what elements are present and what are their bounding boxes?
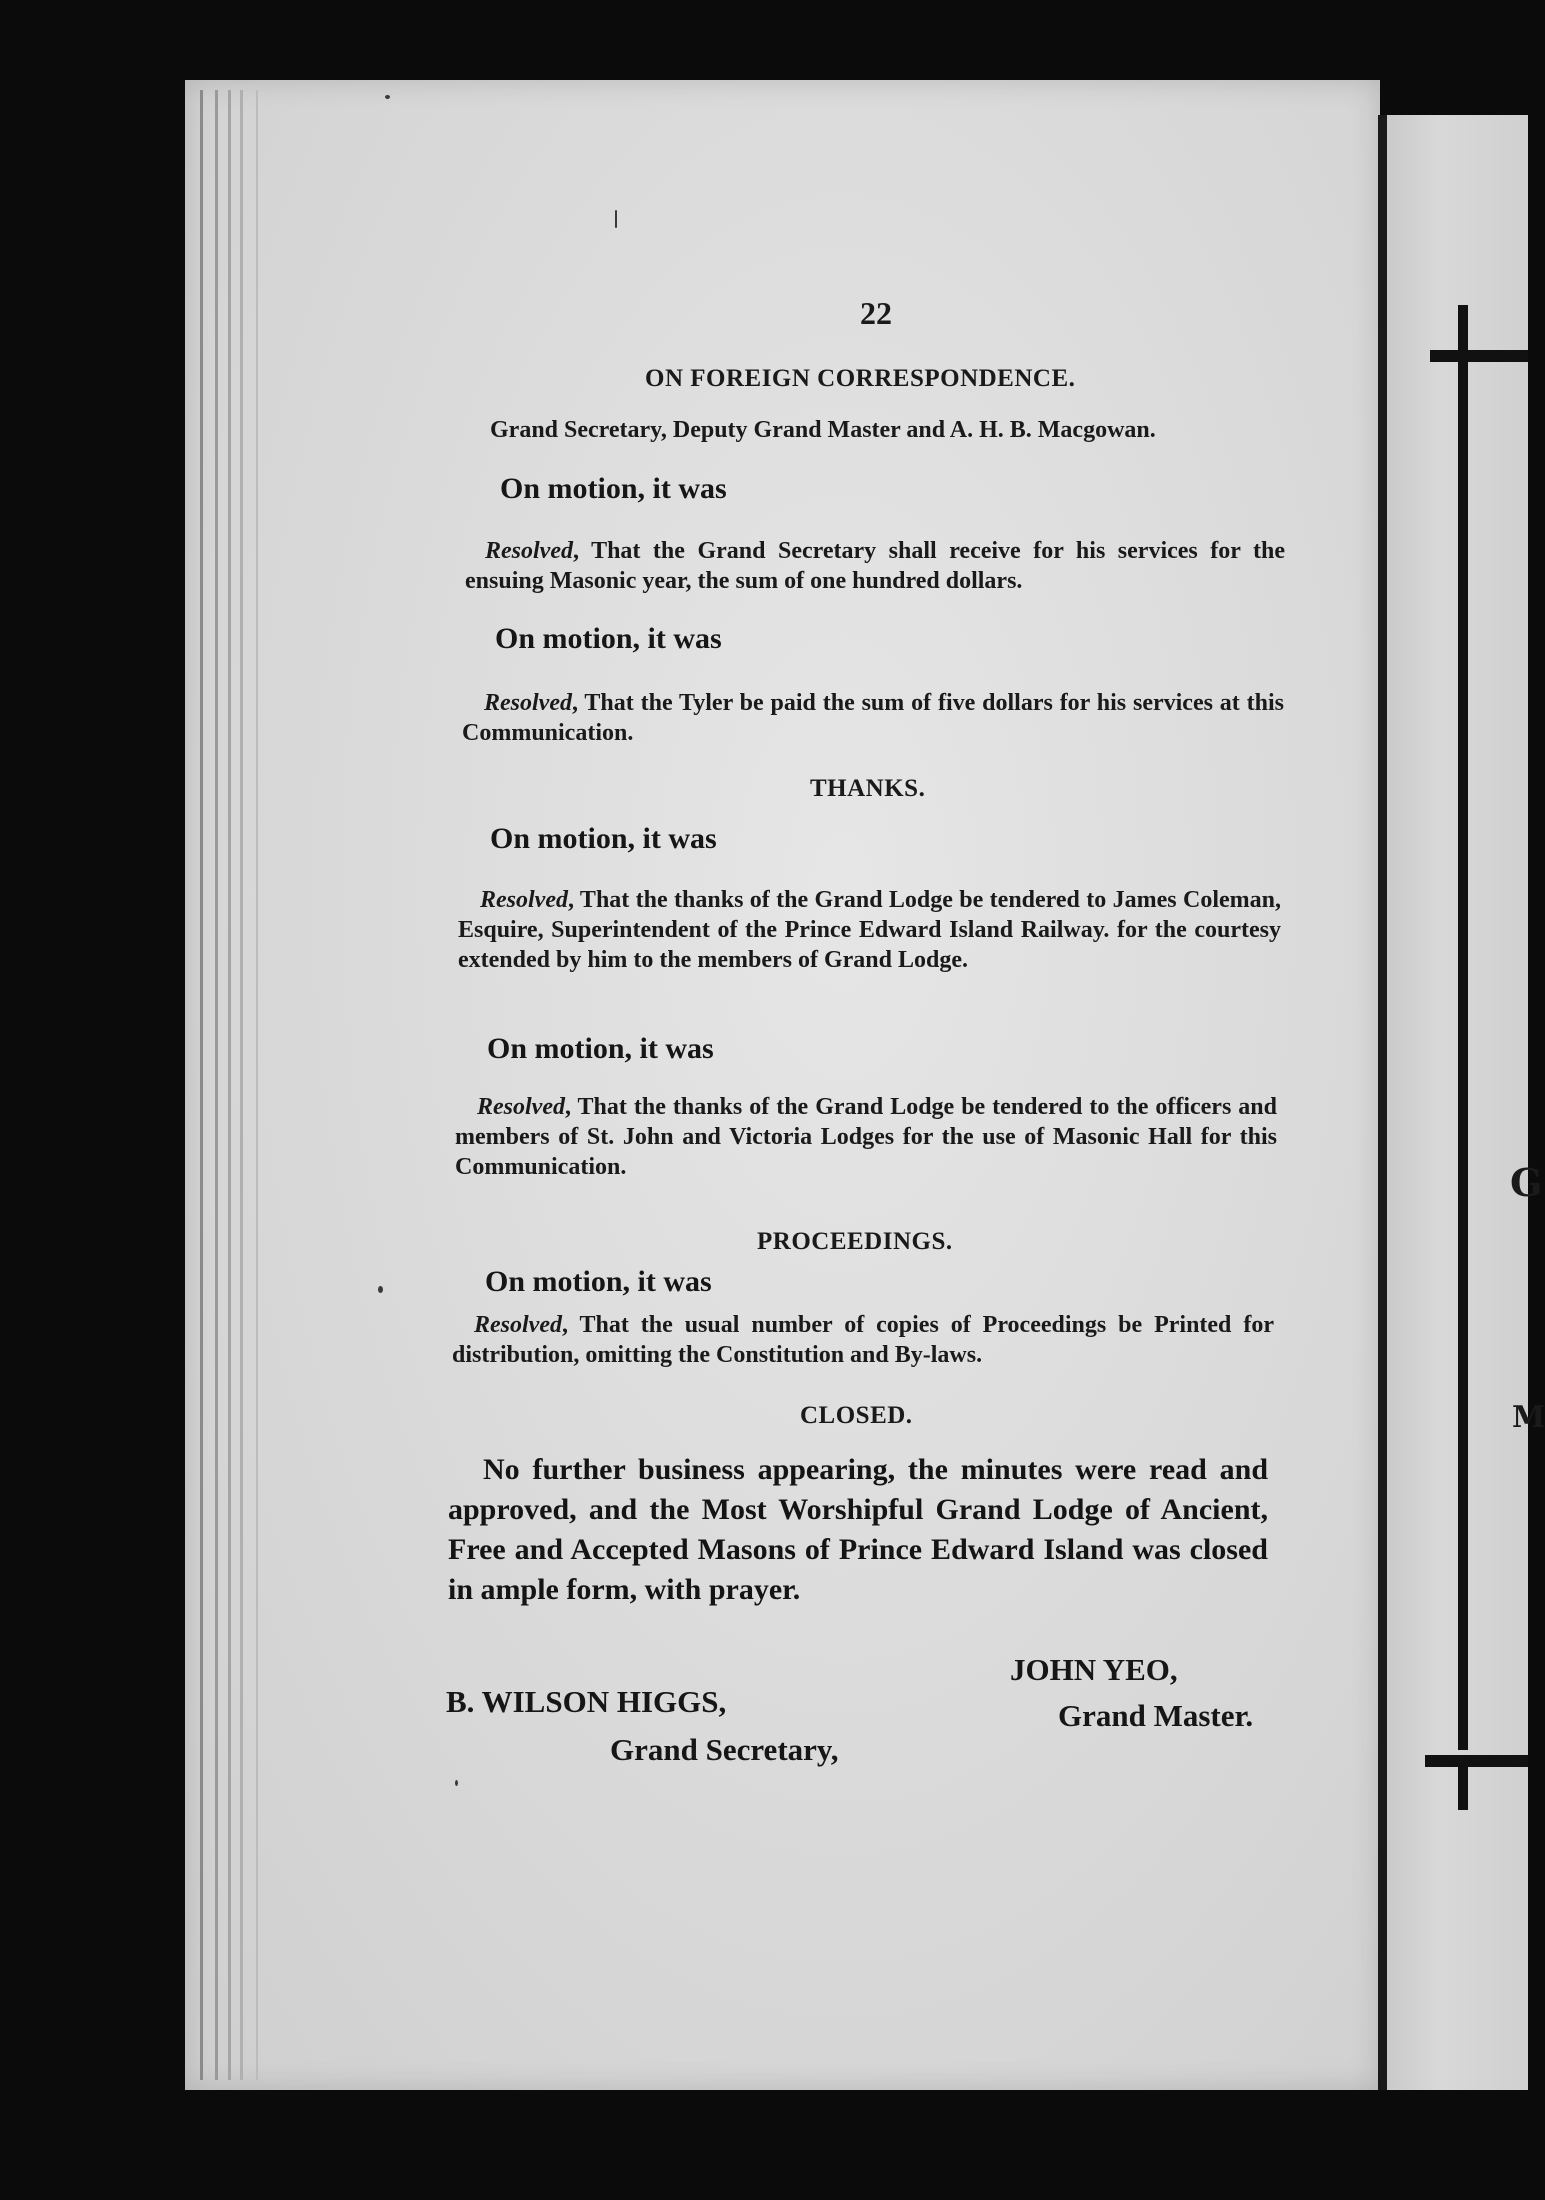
- resolved-label: Resolved: [480, 887, 568, 913]
- closing-paragraph: No further business appearing, the minutes were read and approved, and the Most Worshipful Grand Lodge of Ancient, Free and Accepted Masons of Prince Edward Island was closed in ample form, with prayer.: [448, 1453, 1268, 1606]
- resolution-text: , That the thanks of the Grand Lodge be tendered to the officers and members of St. John and Victoria Lodges for the use of Masonic Hall for this Communication.: [455, 1094, 1277, 1180]
- resolution-thanks-lodges: [455, 1092, 1277, 1182]
- resolution-text: , That the Tyler be paid the sum of five dollars for his services at this Communication.: [462, 690, 1284, 746]
- page-number: 22: [860, 295, 892, 331]
- resolved-label: Resolved: [485, 538, 573, 564]
- scan-speck: [385, 95, 390, 99]
- resolved-label: Resolved: [474, 1312, 562, 1338]
- motion-heading: On motion, it was: [485, 1265, 712, 1298]
- facing-page-border: [1458, 350, 1468, 1750]
- scan-speck: [378, 1286, 383, 1293]
- facing-page-rule: [1458, 305, 1468, 355]
- heading-foreign-correspondence: ON FOREIGN CORRESPONDENCE.: [645, 365, 1076, 392]
- resolution-text: , That the usual number of copies of Proceedings be Printed for distribution, omitting the Constitution and By-laws.: [452, 1312, 1274, 1368]
- resolved-label: Resolved: [484, 690, 572, 716]
- page-edge: [228, 90, 231, 2080]
- heading-closed: CLOSED.: [800, 1402, 913, 1429]
- page-edge: [240, 90, 243, 2080]
- page-edge: [200, 90, 203, 2080]
- facing-page-glyph: M: [1512, 1400, 1545, 1435]
- grand-master-name: JOHN YEO,: [1010, 1652, 1178, 1687]
- resolution-grand-secretary-salary: [465, 536, 1285, 596]
- resolution-text: , That the thanks of the Grand Lodge be tendered to James Coleman, Esquire, Superintendent of the Prince Edward Island Railway. for the courtesy extended by him to the members of Grand Lodge.: [458, 887, 1281, 973]
- resolution-text: , That the Grand Secretary shall receive for his services for the ensuing Masonic year, the sum of one hundred dollars.: [465, 538, 1285, 594]
- grand-master-title: Grand Master.: [1058, 1698, 1254, 1733]
- motion-heading: On motion, it was: [487, 1032, 714, 1065]
- heading-proceedings: PROCEEDINGS.: [757, 1228, 953, 1255]
- scan-speck: [455, 1780, 458, 1786]
- committee-members: Grand Secretary, Deputy Grand Master and A. H. B. Macgowan.: [490, 417, 1156, 443]
- scan-speck: [615, 210, 617, 228]
- facing-page-rule: [1458, 1760, 1468, 1810]
- gutter: [1378, 115, 1387, 2090]
- resolved-label: Resolved: [477, 1094, 565, 1120]
- page-edge: [215, 90, 218, 2080]
- facing-page-glyph: G: [1510, 1160, 1543, 1205]
- motion-heading: On motion, it was: [490, 822, 717, 855]
- grand-secretary-title: Grand Secretary,: [610, 1732, 839, 1767]
- heading-thanks: THANKS.: [810, 775, 926, 802]
- motion-heading: On motion, it was: [495, 622, 722, 655]
- facing-page: [1380, 115, 1528, 2090]
- motion-heading: On motion, it was: [500, 472, 727, 505]
- facing-page-rule: [1430, 350, 1528, 362]
- page-edge: [256, 90, 258, 2080]
- resolution-proceedings-copies: [452, 1310, 1274, 1370]
- facing-page-rule: [1425, 1755, 1528, 1767]
- resolution-tyler-payment: [462, 688, 1284, 748]
- grand-secretary-name: B. WILSON HIGGS,: [446, 1684, 727, 1719]
- resolution-thanks-coleman: [458, 885, 1281, 975]
